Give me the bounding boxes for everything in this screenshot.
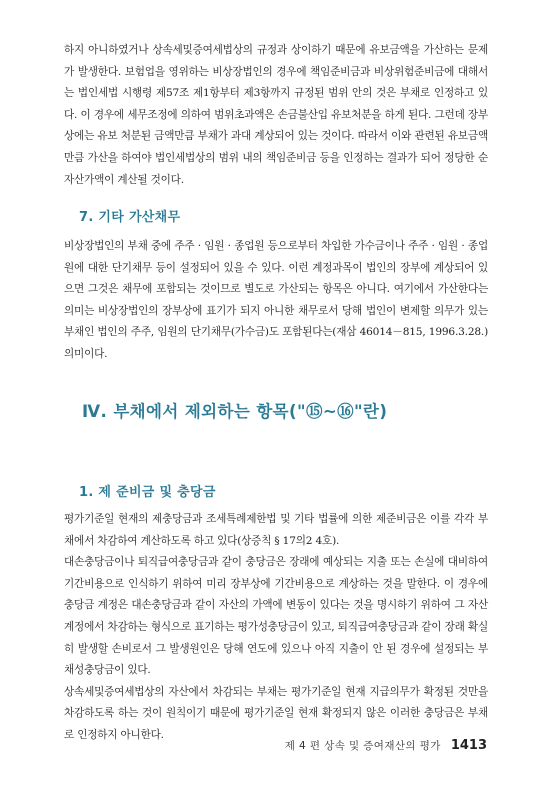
intro-paragraph	[64, 40, 488, 191]
page-number: 1413	[450, 738, 487, 753]
section-7-heading: 7. 기타 가산채무	[79, 210, 181, 225]
section-1-paragraph: 평가기준일 현재의 제충당금과 조세특례제한법 및 기타 법률에 의한 제준비금은 이를 각각 부채에서 차감하여 계산하도록 하고 있다(상증칙 § 17의2 4호).	[64, 513, 488, 547]
section-iv-heading: Ⅳ. 부채에서 제외하는 항목("⑮~⑯"란)	[82, 402, 388, 421]
section-1-paragraph: 대손충당금이나 퇴직급여충당금과 같이 충당금은 장래에 예상되는 지출 또는 손실에 대비하여 기간비용으로 인식하기 위하여 미리 장부상에 기간비용으로 계상하는 것을 말한다. 이 경우에 충당금 계정은 대손충당금과 같이 자산의 가액에 변동이 있다는 것을 명시하기 위하여 그 자산계정에서 차감하는 형식으로 표기하는 평가성충당금이 있고, 퇴직급여충당금과 같이 장래 확실히 발생할 손비로서 그 발생원인은 당해 연도에 있으나 아직 지출이 안 된 경우에 설정되는 부채성충당금이 있다.	[64, 556, 488, 677]
page-footer	[285, 738, 487, 753]
section-1-body	[64, 509, 488, 747]
intro-text: 하지 아니하였거나 상속세및증여세법상의 규정과 상이하기 때문에 유보금액을 가산하는 문제가 발생한다. 보험업을 영위하는 비상장법인의 경우에 책임준비금과 비상위험준비금에 대해서는 법인세법 시행령 제57조 제1항부터 제3항까지 규정된 범위 안의 것은 부채로 인정하고 있다. 이 경우에 세무조정에 의하여 범위초과액은 손금불산입 유보처분을 하게 된다. 그런데 장부상에는 유보 처분된 금액만큼 부채가 과대 계상되어 있는 것이다. 따라서 이와 관련된 유보금액만큼 가산을 하여야 법인세법상의 범위 내의 책임준비금 등을 인정하는 결과가 되어 정당한 순자산가액이 계산될 것이다.	[64, 44, 488, 186]
section-1-heading: 1. 제 준비금 및 충당금	[79, 485, 216, 500]
section-7-paragraph	[64, 236, 488, 366]
section-1-paragraph: 상속세및증여세법상의 자산에서 차감되는 부채는 평가기준일 현재 지급의무가 확정된 것만을 차감하도록 하는 것이 원칙이기 때문에 평가기준일 현재 확정되지 않은 이러한 충당금은 부채로 인정하지 아니한다.	[64, 685, 488, 741]
footer-chapter-title: 제 4 편 상속 및 증여재산의 평가	[284, 740, 441, 752]
section-7-text: 비상장법인의 부채 중에 주주 · 임원 · 종업원 등으로부터 차입한 가수금이나 주주 · 임원 · 종업원에 대한 단기채무 등이 설정되어 있을 수 있다. 이런 계정과목이 법인의 장부에 계상되어 있으면 그것은 채무에 포함되는 것이므로 별도로 가산되는 항목은 아니다. 여기에서 가산한다는 의미는 비상장법인의 장부상에 표기가 되지 아니한 채무로서 당해 법인이 변제할 의무가 있는 부채인 법인의 주주, 임원의 단기채무(가수금)도 포함된다는(재삼 46014－815, 1996.3.28.) 의미이다.	[64, 240, 488, 360]
